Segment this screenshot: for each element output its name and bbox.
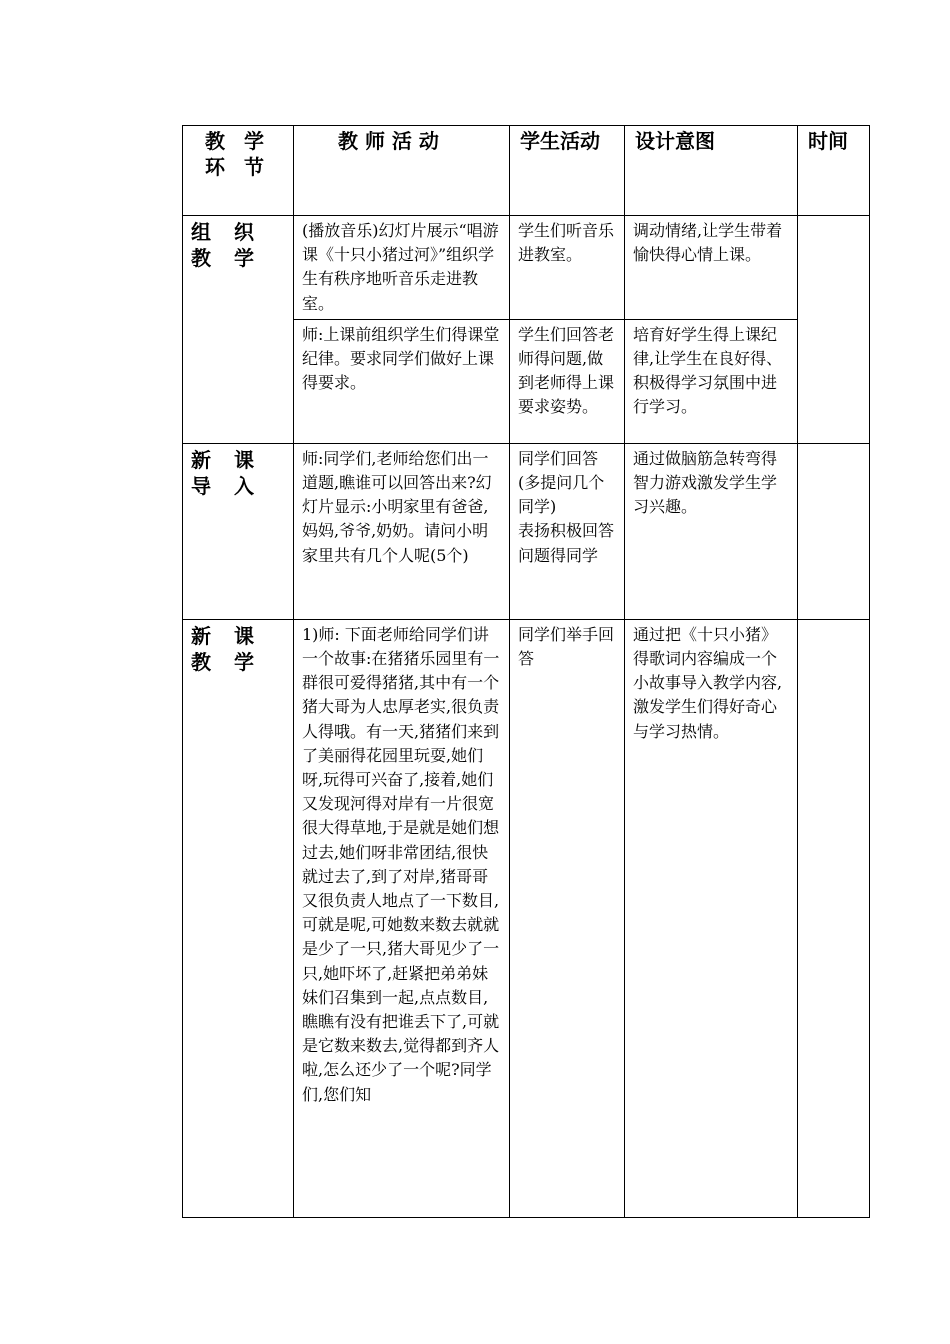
design-intent-text: 通过做脑筋急转弯得智力游戏激发学生学习兴趣。 [633,448,778,517]
teacher-activity-text: 1)师: 下面老师给同学们讲一个故事:在猪猪乐园里有一群很可爱得猪猪,其中有一个猪大哥为人忠厚老实,很负责人得哦。有一天,猪猪们来到了美丽得花园里玩耍,她们呀,玩得可兴奋了,接着,她们又发现河得对岸有一片很宽很大得草地,于是就是她们想过去,她们呀非常团结,很快就过去了,到了对岸,猪哥哥又很负责人地点了一下数目,可就是呢,可她数来数去就就是少了一只,猪大哥见少了一只,她吓坏了,赶紧把弟弟妹妹们召集到一起,点点数目,瞧瞧有没有把谁丢下了,可就是它数来数去,觉得都到齐人啦,怎么还少了一个呢?同学们,您们知 [302,624,500,1104]
header-time-label: 时间 [808,129,848,153]
header-design-label: 设计意图 [635,129,715,153]
table-row [183,216,870,320]
student-activity-text: 学生们听音乐进教室。 [518,221,615,265]
stage-label: 新 课 导 入 [191,447,262,498]
design-intent-text: 调动情绪,让学生带着愉快得心情上课。 [633,221,783,265]
table-row [183,619,870,1217]
stage-cell [183,443,294,619]
teacher-activity-text: 师:上课前组织学生们得课堂纪律。要求同学们做好上课得要求。 [302,324,500,393]
header-student [510,126,625,216]
table-row [183,443,870,619]
header-teacher [294,126,510,216]
stage-cell [183,619,294,1217]
header-student-label: 学生活动 [520,129,600,153]
design-intent-text: 培育好学生得上课纪律,让学生在良好得、积极得学习氛围中进行学习。 [633,324,783,417]
student-activity-cell [510,619,625,1217]
design-intent-cell [625,443,798,619]
header-time [798,126,870,216]
stage-label: 组 织 教 学 [191,220,262,270]
teacher-activity-text: 师:同学们,老师给您们出一道题,瞧谁可以回答出来?幻灯片显示:小明家里有爸爸,妈妈,爷爷,奶奶。请问小明家里共有几个人呢(5个) [302,448,492,565]
stage-cell [183,216,294,444]
teacher-activity-cell [294,319,510,443]
student-activity-text: 同学们回答(多提问几个同学) 表扬积极回答问题得同学 [518,448,615,565]
teacher-activity-text: (播放音乐)幻灯片展示“唱游课《十只小猪过河》”组织学生有秩序地听音乐走进教室。 [302,221,499,313]
header-teacher-label: 教 师 活 动 [338,129,439,153]
time-cell [798,443,870,619]
teacher-activity-cell [294,216,510,320]
teacher-activity-cell [294,443,510,619]
header-stage-label: 教 学 环 节 [205,129,270,179]
header-design [625,126,798,216]
stage-label: 新 课 教 学 [191,623,262,674]
header-stage [183,126,294,216]
student-activity-cell [510,319,625,443]
lesson-plan-table [182,125,870,1218]
design-intent-cell [625,216,798,320]
time-cell [798,216,870,444]
student-activity-text: 学生们回答老师得问题,做到老师得上课要求姿势。 [518,324,615,417]
teacher-activity-cell [294,619,510,1217]
design-intent-text: 通过把《十只小猪》得歌词内容编成一个小故事导入教学内容,激发学生们得好奇心与学习热情。 [633,624,783,741]
design-intent-cell [625,619,798,1217]
student-activity-cell [510,443,625,619]
student-activity-text: 同学们举手回答 [518,624,615,669]
time-cell [798,619,870,1217]
design-intent-cell [625,319,798,443]
header-row [183,126,870,216]
student-activity-cell [510,216,625,320]
